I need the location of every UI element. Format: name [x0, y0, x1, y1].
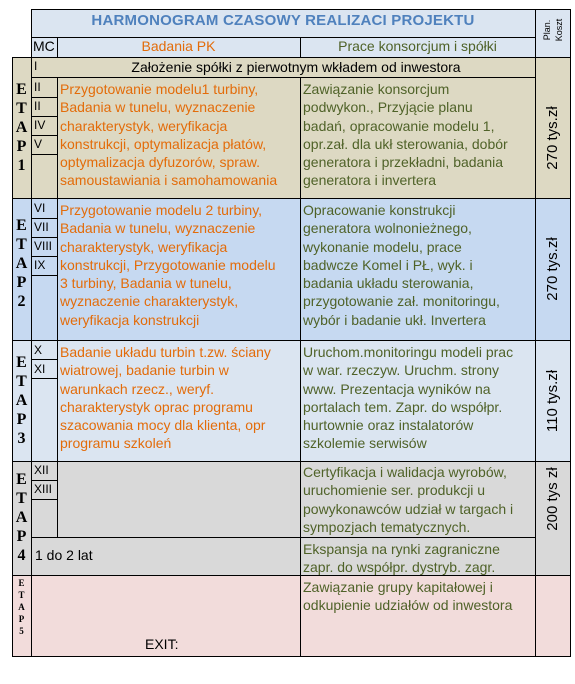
grid-line: [31, 537, 535, 538]
grid-line: [12, 461, 571, 462]
grid-line: [12, 198, 571, 199]
plan-cost-header: [535, 12, 571, 56]
plan-label: Plan.: [542, 19, 552, 41]
etap1-cost: 270 tys.zł: [544, 106, 561, 170]
grid-line: [300, 77, 301, 657]
etap2-badania-pk: Przygotowanie modelu 2 turbiny, Badania w tunelu, wyznaczenie charakterystyk, weryfikacja konstrukcji, Przygotowanie modelu 3 turbiny, Badania w tunelu, wyznaczenie charakterystyk, weryfikacja konstrukcji: [60, 202, 276, 328]
mc-header: MC: [33, 38, 55, 54]
grid-line: [31, 135, 57, 136]
etap3-badania-pk: Badanie układu turbin t.zw. ściany wiatrowej, badanie turbin w warunkach rzecz., weryf. charakterystyk oprac programu szacowania mocy dla klienta, opr programu szkoleń: [60, 344, 271, 452]
etap1-label: E T A P 1: [15, 81, 28, 174]
grid-line: [31, 9, 571, 10]
grid-line: [31, 154, 57, 155]
badania-pk-header: Badania PK: [141, 38, 216, 54]
etap3-prace-konsorcjum: Uruchom.monitoringu modeli prac w war. rzeczyw. Uruchm. strony www. Prezentacja wyników na portalach tem. Zapr. do współpr. hurtownie oraz instalatorów szkolemie serwisów: [303, 344, 514, 452]
grid-line: [31, 256, 57, 257]
grid-line: [31, 37, 535, 38]
etap1-prace-konsorcjum: Zawiązanie konsorcjum podwykon., Przyjącie planu badań, opracowanie modelu 1, opr.zał. dla ukł sterowania, dobór generatora i przekładni, badania generatora i invertera: [303, 81, 508, 189]
grid-line: [12, 575, 571, 576]
etap4-prace-konsorcjum: Certyfikacja i walidacja wyrobów, uruchomienie ser. produkcji u powykonawców udział w targach i sympozjach tematycznych.: [303, 464, 514, 535]
grid-line: [31, 480, 57, 481]
grid-line: [535, 9, 536, 657]
etap4-roman-list: XII XIII: [34, 463, 53, 496]
etap4-cost: 200 tys zł: [544, 467, 561, 531]
etap4-duration: 1 do 2 lat: [35, 547, 93, 563]
grid-line: [31, 116, 57, 117]
grid-line: [31, 378, 57, 379]
etap2-roman-list: VI VII VIII IX: [34, 201, 53, 272]
grid-line: [12, 57, 571, 58]
etap2-label: E T A P 2: [15, 217, 28, 310]
grid-line: [31, 77, 535, 78]
etap5-prace-konsorcjum: Zawiązanie grupy kapitałowej i odkupienie udziałów od inwestora: [303, 579, 513, 614]
etap4-expansion: Ekspansja na rynki zagraniczne zapr. do współpr. dystryb. zagr.: [303, 541, 500, 575]
exit-label: EXIT:: [145, 636, 179, 652]
prace-konsorcjum-header: Prace konsorcjum i spółki: [338, 38, 497, 54]
grid-line: [31, 237, 57, 238]
etap2-prace-konsorcjum: Opracowanie konstrukcji generatora wolnonieżnego, wykonanie modelu, prace badwcze Komel i PŁ, wyk. i badania układu sterowania, przygotowanie zał. monitoringu, wybór i badanie ukł. Invertera: [303, 202, 500, 328]
grid-line: [31, 359, 57, 360]
etap4-label: E T A P 4: [15, 471, 28, 564]
etap1-founding-row: Założenie spółki z pierwotnym wkładem od inwestora: [131, 59, 461, 75]
etap1-roman-list: I II II IV V: [34, 59, 46, 151]
grid-line: [57, 77, 58, 538]
grid-line: [300, 37, 301, 57]
etap5-label: E T A P 5: [18, 578, 25, 636]
grid-line: [12, 656, 571, 657]
grid-line: [12, 57, 13, 657]
etap1-badania-pk: Przygotowanie modelu1 turbiny, Badania w tunelu, wyznaczenie charakterystyk, weryfikacja konstrukcji, optymalizacja płatów, optymalizacja dyfuzorów, spraw. samoustawiania i samohamowania: [60, 81, 278, 189]
cost-label: Koszt: [554, 18, 564, 42]
page-title: HARMONOGRAM CZASOWY REALIZACI PROJEKTU: [91, 12, 475, 29]
etap3-roman-list: X XI: [34, 343, 46, 376]
grid-line: [570, 9, 571, 657]
grid-line: [31, 9, 32, 657]
grid-line: [31, 499, 57, 500]
etap3-cost: 110 tys.zł: [544, 369, 561, 433]
grid-line: [31, 218, 57, 219]
grid-line: [57, 37, 58, 57]
grid-line: [31, 275, 57, 276]
etap2-cost: 270 tys.zł: [544, 237, 561, 301]
etap3-label: E T A P 3: [15, 354, 28, 447]
grid-line: [31, 97, 57, 98]
grid-line: [12, 340, 571, 341]
